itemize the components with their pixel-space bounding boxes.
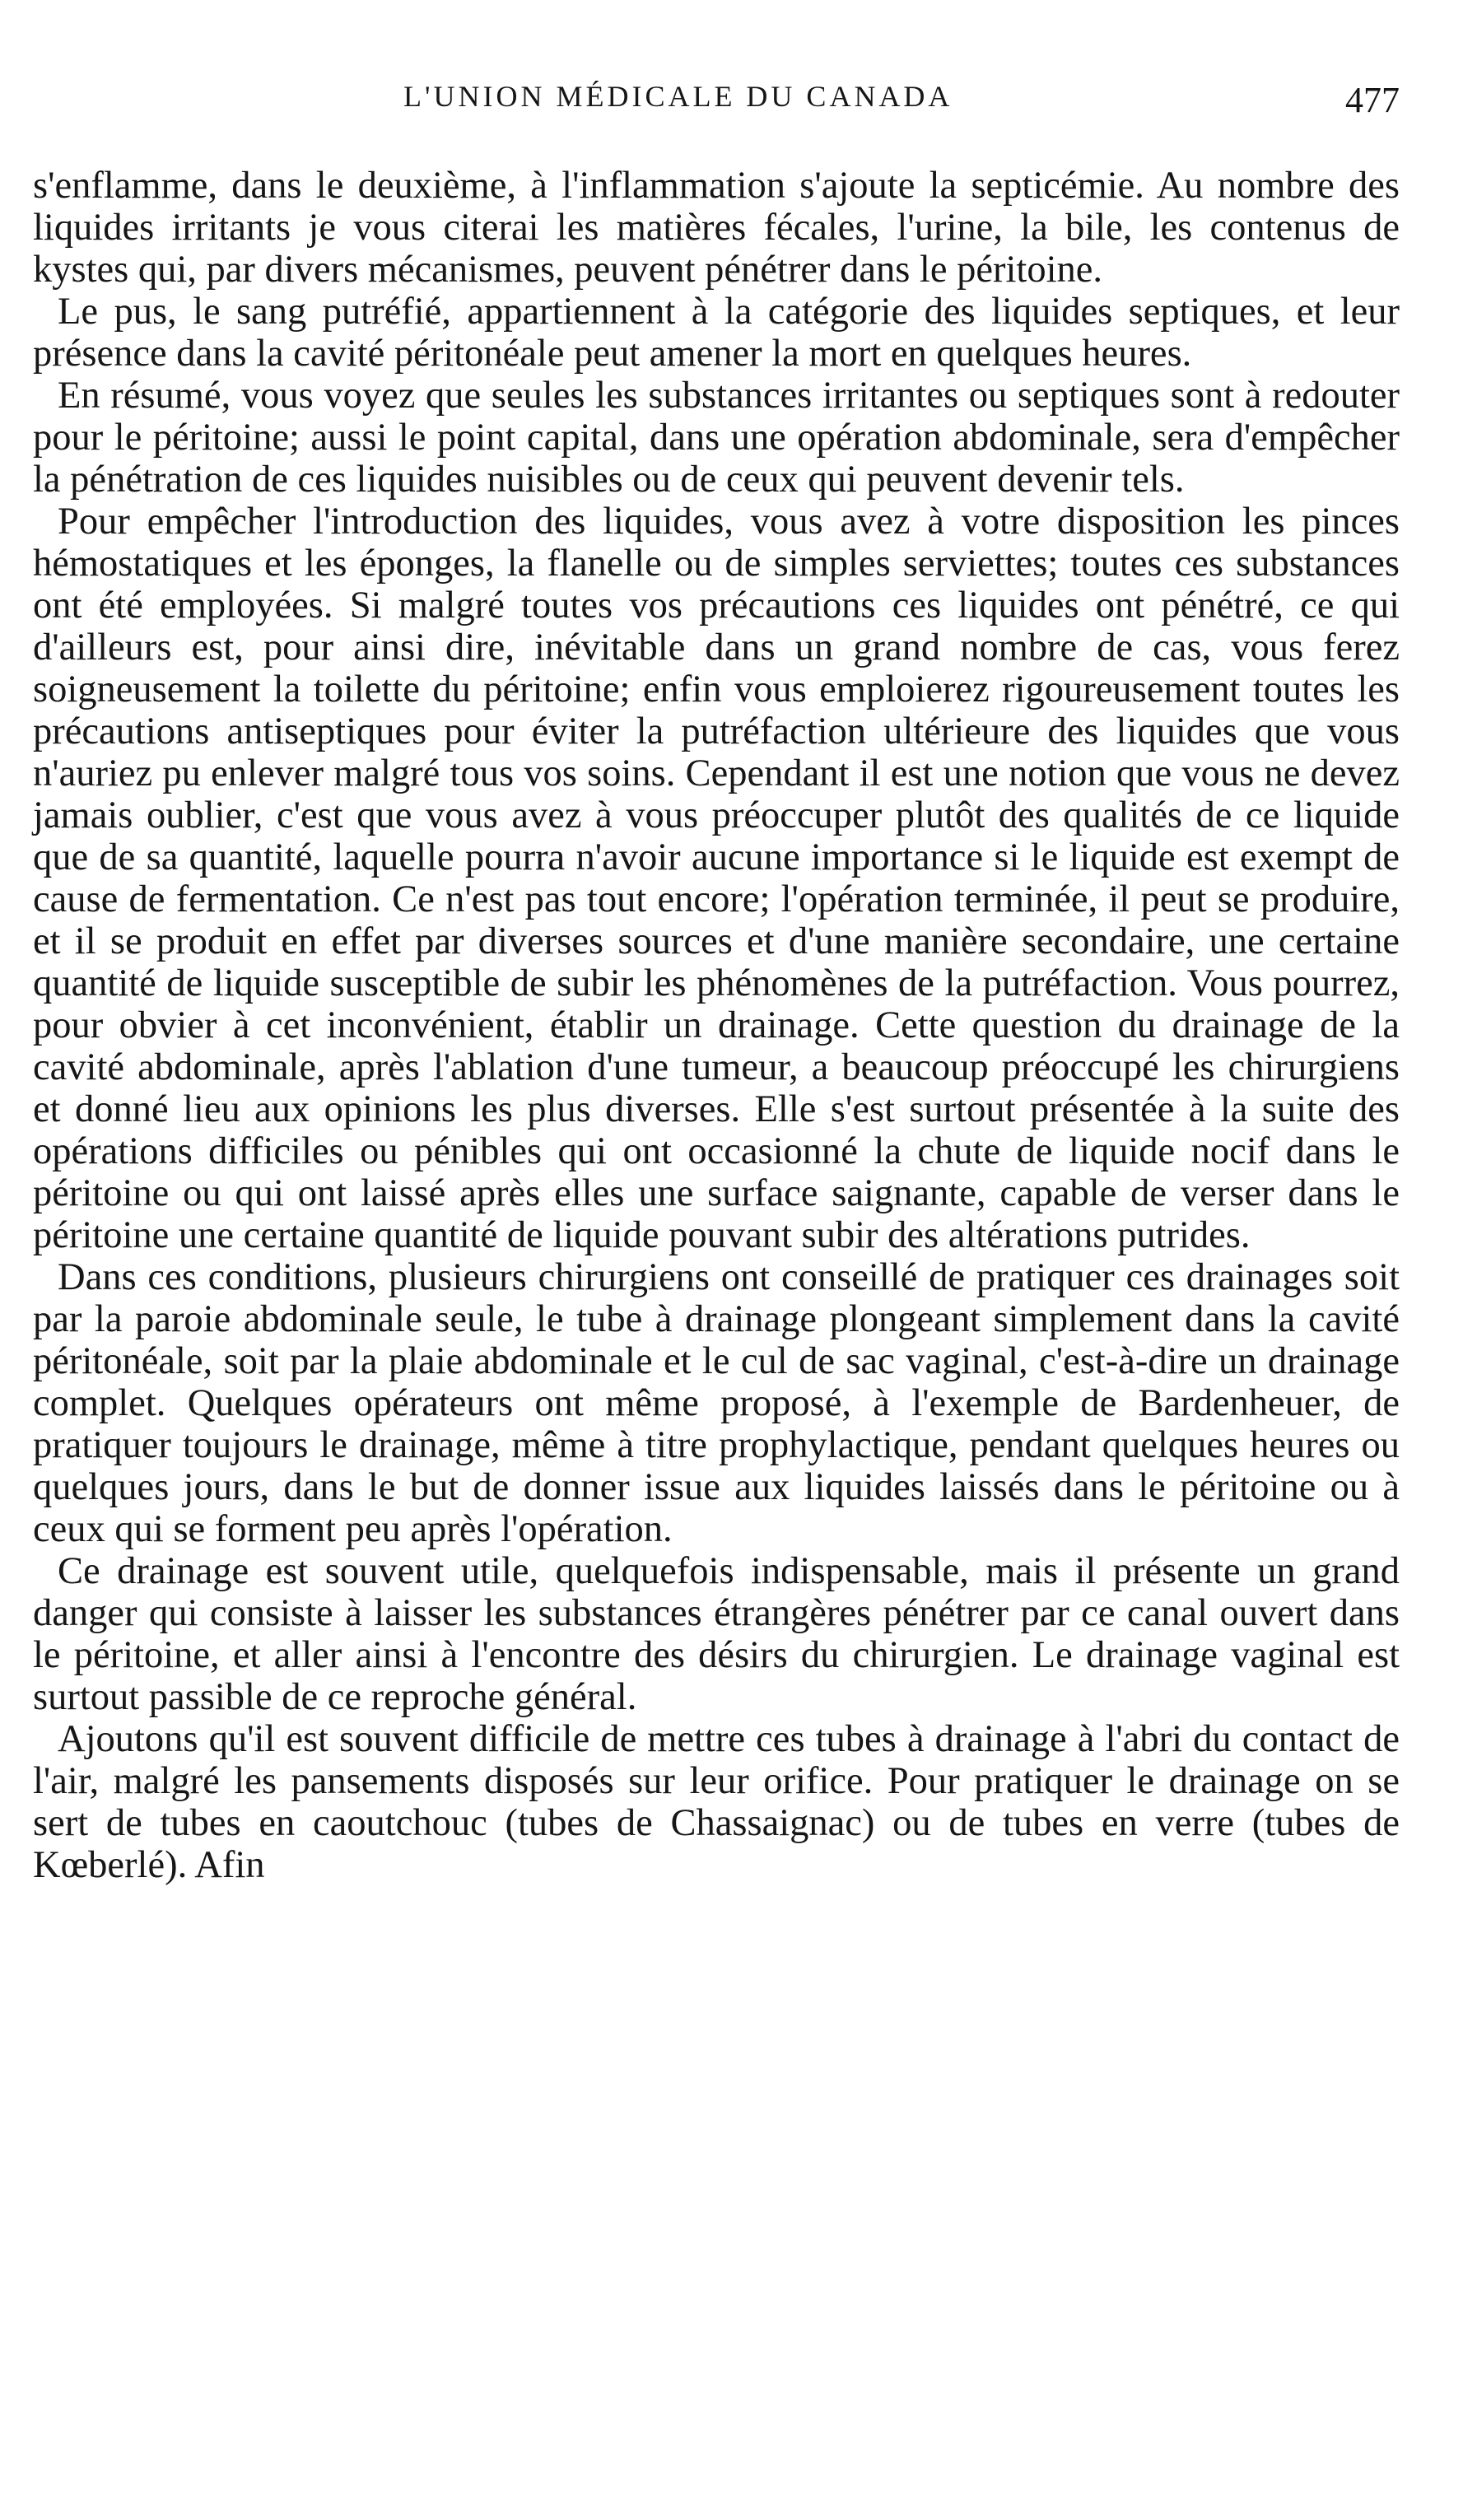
running-title: L'UNION MÉDICALE DU CANADA bbox=[403, 80, 953, 113]
body-text bbox=[33, 165, 1400, 1886]
paragraph-7: Ajoutons qu'il est souvent difficile de mettre ces tubes à drainage à l'abri du contact de l'air, malgré les pansements disposés sur leur orifice. Pour pratiquer le drainage on se sert de tubes en caoutchouc (tubes de Chassaignac) ou de tubes en verre (tubes de Kœberlé). Afin bbox=[33, 1718, 1400, 1886]
paragraph-5: Dans ces conditions, plusieurs chirurgiens ont conseillé de pratiquer ces drainages soit par la paroie abdominale seule, le tube à drainage plongeant simplement dans la cavité péritonéale, soit par la plaie abdominale et le cul de sac vaginal, c'est-à-dire un drainage complet. Quelques opérateurs ont même proposé, à l'exemple de Bardenheuer, de pratiquer toujours le drainage, même à titre prophylactique, pendant quelques heures ou quelques jours, dans le but de donner issue aux liquides laissés dans le péritoine ou à ceux qui se forment peu après l'opération. bbox=[33, 1256, 1400, 1550]
paragraph-6: Ce drainage est souvent utile, quelquefois indispensable, mais il présente un grand danger qui consiste à laisser les substances étrangères pénétrer par ce canal ouvert dans le péritoine, et aller ainsi à l'encontre des désirs du chirurgien. Le drainage vaginal est surtout passible de ce reproche général. bbox=[33, 1550, 1400, 1718]
running-head bbox=[33, 79, 1400, 128]
document-page bbox=[33, 0, 1400, 2520]
paragraph-3: En résumé, vous voyez que seules les substances irritantes ou septiques sont à redouter pour le péritoine; aussi le point capital, dans une opération abdominale, sera d'empêcher la pénétration de ces liquides nuisibles ou de ceux qui peuvent devenir tels. bbox=[33, 375, 1400, 501]
page-number: 477 bbox=[1345, 80, 1400, 120]
paragraph-2: Le pus, le sang putréfié, appartiennent à la catégorie des liquides septiques, et leur présence dans la cavité péritonéale peut amener la mort en quelques heures. bbox=[33, 291, 1400, 375]
paragraph-1: s'enflamme, dans le deuxième, à l'inflammation s'ajoute la septicémie. Au nombre des liquides irritants je vous citerai les matières fécales, l'urine, la bile, les contenus de kystes qui, par divers mécanismes, peuvent pénétrer dans le péritoine. bbox=[33, 165, 1400, 291]
paragraph-4: Pour empêcher l'introduction des liquides, vous avez à votre disposition les pinces hémostatiques et les éponges, la flanelle ou de simples serviettes; toutes ces substances ont été employées. Si malgré toutes vos précautions ces liquides ont pénétré, ce qui d'ailleurs est, pour ainsi dire, inévitable dans un grand nombre de cas, vous ferez soigneusement la toilette du péritoine; enfin vous emploierez rigoureusement toutes les précautions antiseptiques pour éviter la putréfaction ultérieure des liquides que vous n'auriez pu enlever malgré tous vos soins. Cependant il est une notion que vous ne devez jamais oublier, c'est que vous avez à vous préoccuper plutôt des qualités de ce liquide que de sa quantité, laquelle pourra n'avoir aucune importance si le liquide est exempt de cause de fermentation. Ce n'est pas tout encore; l'opération terminée, il peut se produire, et il se produit en effet par diverses sources et d'une manière secondaire, une certaine quantité de liquide susceptible de subir les phénomènes de la putréfaction. Vous pourrez, pour obvier à cet inconvénient, établir un drainage. Cette question du drainage de la cavité abdominale, après l'ablation d'une tumeur, a beaucoup préoccupé les chirurgiens et donné lieu aux opinions les plus diverses. Elle s'est surtout présentée à la suite des opérations difficiles ou pénibles qui ont occasionné la chute de liquide nocif dans le péritoine ou qui ont laissé après elles une surface saignante, capable de verser dans le péritoine une certaine quantité de liquide pouvant subir des altérations putrides. bbox=[33, 501, 1400, 1256]
